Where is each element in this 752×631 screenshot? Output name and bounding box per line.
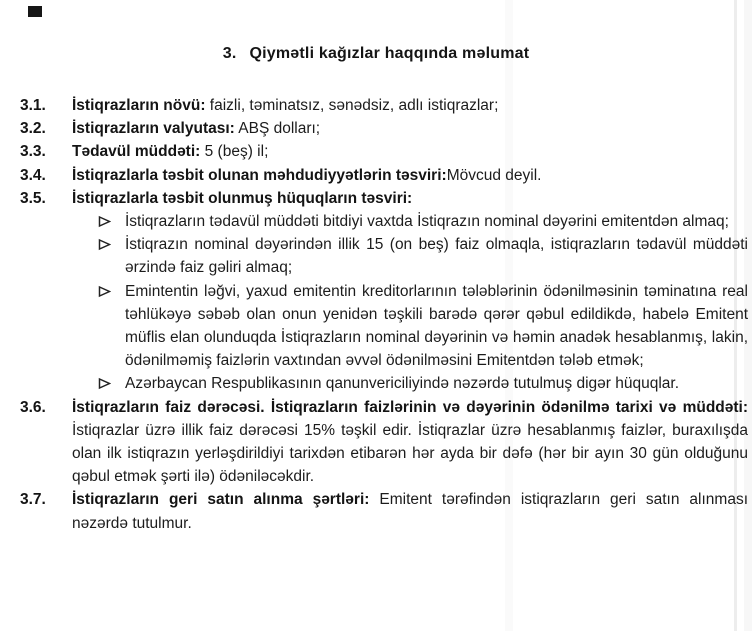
clause-text <box>72 94 748 117</box>
bullet-item <box>20 233 748 279</box>
clause-number: 3.5. <box>20 189 46 207</box>
section-title-text: Qiymətli kağızlar haqqında məlumat <box>249 45 530 62</box>
clause-number: 3.7. <box>20 491 46 509</box>
arrowhead-bullet-icon <box>98 280 125 373</box>
bullet-item <box>20 372 748 395</box>
clause-3-4 <box>20 164 748 187</box>
clause-3-1 <box>20 94 748 117</box>
clause-value: ABŞ dolları; <box>234 120 321 138</box>
clause-label: Tədavül müddəti: <box>72 143 201 161</box>
clause-text <box>72 187 748 210</box>
clause-3-7 <box>20 488 748 534</box>
clause-3-3 <box>20 140 748 163</box>
bullet-text: İstiqrazların tədavül müddəti bitdiyi vaxtda İstiqrazın nominal dəyərini emitentdən almaq; <box>125 213 729 231</box>
section-title-number: 3. <box>222 45 237 62</box>
bullet-item <box>20 210 748 233</box>
clause-label: İstiqrazların valyutası: <box>72 120 235 138</box>
clause-value: İstiqrazlar üzrə illik faiz dərəcəsi 15% təşkil edir. İstiqrazlar üzrə hesablanmış faizlər, buraxılışda olan ilk istiqrazın yerləşdirildiyi tarixdən etibarən hər ayda bir dəfə (hər bir ayın 30 gün olduğunu qəbul etmək şərti ilə) ödəniləcəkdir. <box>72 421 748 486</box>
bullet-item <box>20 280 748 373</box>
arrowhead-bullet-icon <box>98 210 125 233</box>
clause-3-5 <box>20 187 748 210</box>
clause-number: 3.4. <box>20 166 46 184</box>
clause-text <box>72 117 748 140</box>
clause-value: Mövcud deyil. <box>446 166 542 184</box>
clause-label: İstiqrazlarla təsbit olunmuş hüquqların təsviri: <box>72 189 413 207</box>
bullet-text: Emintentin ləğvi, yaxud emitentin kreditorlarının tələblərinin ödənilməsinin təminatına real təhlükəyə səbəb olan onun yenidən təşkili barədə qərər qəbul edildikdə, habelə Emitent müflis elan olunduqda İstiqrazların nominal dəyərinin və həmin anadək hesablanmış, lakin, ödənilməmiş faizlərin vaxtından əvvəl ödənilməsini Emitentdən tələb etmək; <box>125 282 748 370</box>
clause-3-6 <box>20 396 748 489</box>
clause-number: 3.6. <box>20 398 46 416</box>
clause-label: İstiqrazların növü: <box>72 97 206 114</box>
document-content <box>0 94 752 535</box>
section-title <box>0 0 752 63</box>
clause-number: 3.2. <box>20 120 46 138</box>
clause-text <box>72 140 748 163</box>
clause-label: İstiqrazların faiz dərəcəsi. İstiqrazların faizlərinin və dəyərinin ödənilmə tarixi və müddəti: <box>72 398 748 416</box>
toner-artifact-square <box>28 6 42 17</box>
clause-text <box>72 488 748 534</box>
clause-3-2 <box>20 117 748 140</box>
clause-text <box>72 164 748 187</box>
bullet-text: Azərbaycan Respublikasının qanunvericiliyində nəzərdə tutulmuş digər hüquqlar. <box>125 375 680 393</box>
clause-label: İstiqrazlarla təsbit olunan məhdudiyyətlərin təsviri: <box>72 166 447 184</box>
clause-value: Emitent tərəfindən istiqrazların geri satın alınması nəzərdə tutulmur. <box>72 491 748 532</box>
clause-number: 3.1. <box>20 97 46 114</box>
clause-number: 3.3. <box>20 143 46 161</box>
arrowhead-bullet-icon <box>98 372 125 395</box>
clause-value: 5 (beş) il; <box>200 143 269 161</box>
clause-label: İstiqrazların geri satın alınma şərtləri: <box>72 491 370 509</box>
bullet-text: İstiqrazın nominal dəyərindən illik 15 (on beş) faiz olmaqla, istiqrazların tədavül müddəti ərzində faiz gəliri almaq; <box>125 236 748 277</box>
clause-value: faizli, təminatsız, sənədsiz, adlı istiqrazlar; <box>205 97 499 114</box>
arrowhead-bullet-icon <box>98 233 125 279</box>
clause-text <box>72 396 748 489</box>
